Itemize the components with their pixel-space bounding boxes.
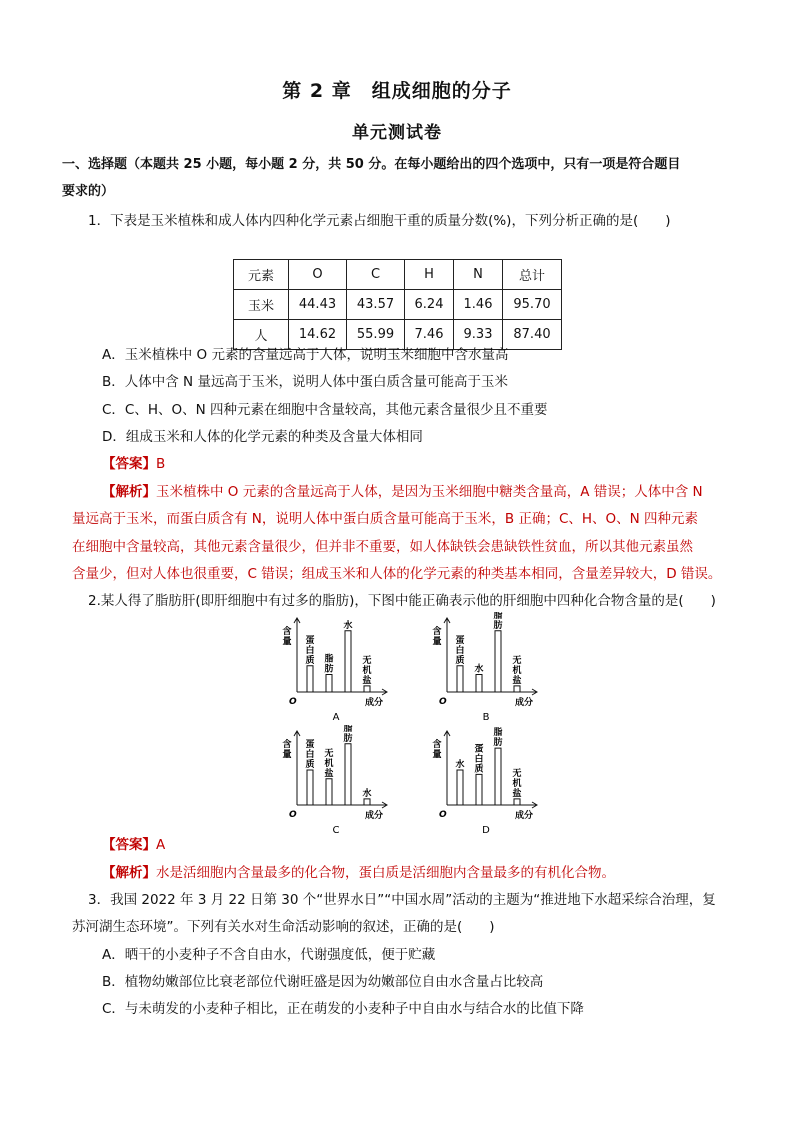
chart-title: B: [482, 712, 490, 723]
answer-value: B: [156, 456, 166, 472]
q1-answer: [102, 454, 165, 474]
q1-analysis-line2: 量远高于玉米，而蛋白质含有 N，说明人体中蛋白质含量可能高于玉米，B 正确；C、H、O、N 四种元素: [72, 511, 699, 527]
bar-label: 蛋白质: [474, 744, 484, 775]
table-cell: H: [405, 260, 454, 290]
bar-label: 水: [474, 664, 484, 675]
chart-title: D: [482, 825, 490, 836]
q1-option-c: C．C、H、O、N 四种元素在细胞中含量较高，其他元素含量很少且不重要: [102, 402, 548, 418]
analysis-label: 【解析】: [102, 484, 156, 500]
q2-answer: [102, 835, 165, 855]
table-cell: O: [289, 260, 347, 290]
table-cell: 55.99: [347, 320, 405, 350]
origin-label: O: [439, 810, 447, 820]
chart-bar: [345, 744, 351, 805]
table-row: [234, 290, 562, 320]
bar-label: 蛋白质: [305, 635, 315, 666]
chart-title: A: [332, 712, 340, 723]
table-cell: 95.70: [503, 290, 562, 320]
page-title: 第 2 章 组成细胞的分子: [282, 80, 512, 102]
table-cell: C: [347, 260, 405, 290]
answer-label: 【答案】: [102, 456, 156, 472]
bar-label: 脂肪: [343, 725, 353, 744]
bar-label: 蛋白质: [455, 635, 465, 666]
q1-analysis-line3: 在细胞中含量较高，其他元素含量很少，但并非不重要，如人体缺铁会患缺铁性贫血，所以其他元素虽然: [72, 539, 693, 555]
q1-analysis-line1: [102, 482, 703, 502]
y-axis-label: 含量: [432, 627, 442, 647]
chart-c: [275, 725, 400, 840]
chart-bar: [364, 686, 370, 692]
bar-label: 脂肪: [493, 612, 503, 631]
chart-bar: [345, 631, 351, 692]
y-axis-label: 含量: [432, 740, 442, 760]
chart-bar: [495, 631, 501, 692]
bar-label: 水: [455, 760, 465, 770]
bar-label: 蛋白质: [305, 740, 315, 770]
chart-bar: [476, 675, 482, 693]
chart-svg: [425, 612, 550, 727]
y-axis-label: 含量: [282, 627, 292, 647]
table-cell: 玉米: [234, 290, 289, 320]
q1-option-d: D．组成玉米和人体的化学元素的种类及含量大体相同: [102, 429, 423, 445]
x-axis-label: 成分: [364, 811, 383, 821]
section-heading-line1: 一、选择题（本题共 25 小题，每小题 2 分，共 50 分。在每小题给出的四个选项中，只有一项是符合题目: [62, 157, 681, 172]
q1-stem: 1．下表是玉米植株和成人体内四种化学元素占细胞干重的质量分数(%)，下列分析正确的是( ): [88, 213, 671, 229]
bar-label: 无机盐: [512, 655, 522, 686]
x-axis-label: 成分: [514, 698, 533, 708]
chart-svg: [425, 725, 550, 840]
x-axis-label: 成分: [514, 811, 533, 821]
chart-bar: [457, 770, 463, 805]
table-cell: 人: [234, 320, 289, 350]
q3-option-b: B．植物幼嫩部位比衰老部位代谢旺盛是因为幼嫩部位自由水含量占比较高: [102, 974, 544, 990]
chart-bar: [514, 799, 520, 805]
q1-option-b: B．人体中含 N 量远高于玉米，说明人体中蛋白质含量可能高于玉米: [102, 374, 508, 390]
q1-option-a: A．玉米植株中 O 元素的含量远高于人体，说明玉米细胞中含水量高: [102, 347, 509, 363]
bar-label: 脂肪: [493, 728, 503, 749]
q2-stem: 2.某人得了脂肪肝(即肝细胞中有过多的脂肪)，下图中能正确表示他的肝细胞中四种化合物含量的是( ): [88, 593, 716, 609]
table-cell: 1.46: [454, 290, 503, 320]
chart-b: [425, 612, 550, 727]
table-cell: 元素: [234, 260, 289, 290]
table-header-row: [234, 260, 562, 290]
origin-label: O: [289, 810, 297, 820]
chart-svg: [275, 725, 400, 840]
bar-label: 水: [343, 620, 353, 631]
q2-analysis: [102, 863, 615, 883]
answer-label: 【答案】: [102, 837, 156, 853]
bar-label: 无机盐: [512, 768, 522, 799]
table-cell: 44.43: [289, 290, 347, 320]
chart-bar: [307, 666, 313, 692]
table-cell: 7.46: [405, 320, 454, 350]
table-cell: 43.57: [347, 290, 405, 320]
table-cell: 9.33: [454, 320, 503, 350]
analysis-label: 【解析】: [102, 865, 156, 881]
q1-analysis-line4: 含量少，但对人体也很重要，C 错误；组成玉米和人体的化学元素的种类基本相同，含量差异较大，D 错误。: [72, 566, 722, 582]
chart-bar: [364, 799, 370, 805]
x-axis-label: 成分: [364, 698, 383, 708]
table-cell: 6.24: [405, 290, 454, 320]
chart-bar: [326, 779, 332, 805]
page-subtitle: 单元测试卷: [352, 123, 442, 143]
analysis-text: 水是活细胞内含量最多的化合物，蛋白质是活细胞内含量最多的有机化合物。: [156, 865, 615, 881]
chart-bar: [457, 666, 463, 692]
table-cell: 87.40: [503, 320, 562, 350]
section-heading-line2: 要求的）: [62, 184, 115, 199]
chart-bar: [495, 748, 501, 805]
origin-label: O: [289, 697, 297, 707]
analysis-text: 玉米植株中 O 元素的含量远高于人体，是因为玉米细胞中糖类含量高，A 错误；人体中含 N: [156, 484, 703, 500]
q1-table: [233, 259, 562, 350]
chart-a: [275, 612, 400, 727]
q3-stem-line2: 苏河湖生态环境”。下列有关水对生命活动影响的叙述，正确的是( ): [72, 919, 495, 935]
chart-d: [425, 725, 550, 840]
chart-bar: [476, 774, 482, 805]
table-cell: 总计: [503, 260, 562, 290]
chart-bar: [307, 770, 313, 805]
table-cell: N: [454, 260, 503, 290]
answer-value: A: [156, 837, 166, 853]
chart-title: C: [332, 825, 340, 836]
chart-bar: [326, 675, 332, 693]
bar-label: 无机盐: [362, 655, 372, 686]
q3-option-a: A．晒干的小麦种子不含自由水，代谢强度低，便于贮藏: [102, 947, 436, 963]
q3-stem-line1: 3．我国 2022 年 3 月 22 日第 30 个“世界水日”“中国水周”活动的主题为“推进地下水超采综合治理，复: [88, 892, 716, 908]
bar-label: 水: [362, 788, 372, 799]
bar-label: 无机盐: [324, 748, 334, 779]
origin-label: O: [439, 697, 447, 707]
chart-svg: [275, 612, 400, 727]
y-axis-label: 含量: [282, 740, 292, 760]
bar-label: 脂肪: [324, 654, 334, 675]
table-cell: 14.62: [289, 320, 347, 350]
chart-bar: [514, 686, 520, 692]
q3-option-c: C．与未萌发的小麦种子相比，正在萌发的小麦种子中自由水与结合水的比值下降: [102, 1001, 584, 1017]
